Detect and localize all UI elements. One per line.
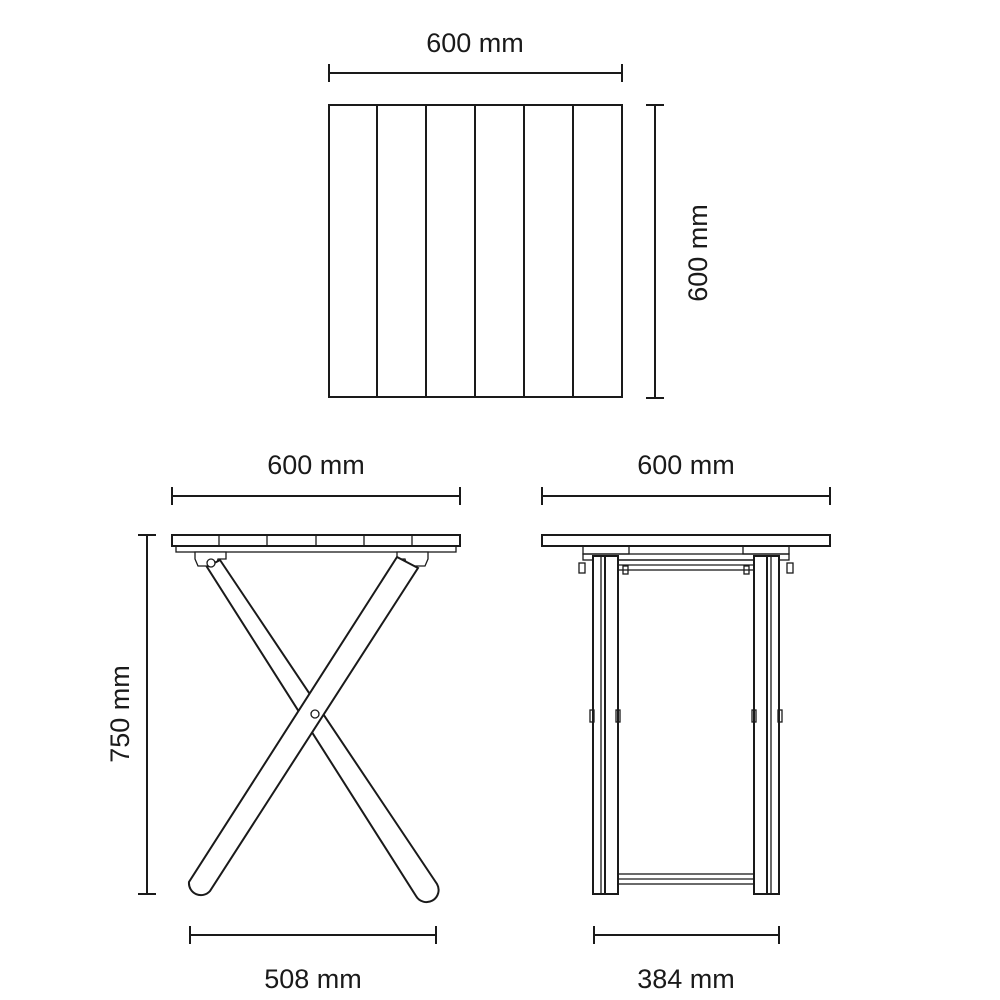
top-width-label: 600 mm [426,28,524,58]
side-right-cleat [743,546,789,554]
front-base-label: 508 mm [264,964,362,994]
side-base-label: 384 mm [637,964,735,994]
side-tabletop [542,535,830,546]
front-top-pivot-bolt [207,559,215,567]
side-left-cleat [583,546,629,554]
front-height-dimension [105,535,156,894]
front-view [105,450,460,994]
front-height-label: 750 mm [105,665,135,763]
front-width-label: 600 mm [267,450,365,480]
side-view [542,450,830,994]
front-center-pivot-bolt [311,710,319,718]
front-leg-left-to-right [207,560,439,902]
table-top-slats [329,105,622,397]
side-width-label: 600 mm [637,450,735,480]
top-width-dimension [329,28,622,82]
side-base-dimension [594,926,779,994]
top-view [329,28,713,398]
front-base-dimension [190,926,436,994]
side-right-legs [752,556,782,894]
top-depth-dimension [646,105,713,398]
top-depth-label: 600 mm [683,204,713,302]
front-tabletop [172,535,460,552]
side-left-legs [590,556,620,894]
front-width-dimension [172,450,460,505]
side-width-dimension [542,450,830,505]
side-bottom-crossbar [618,874,754,884]
